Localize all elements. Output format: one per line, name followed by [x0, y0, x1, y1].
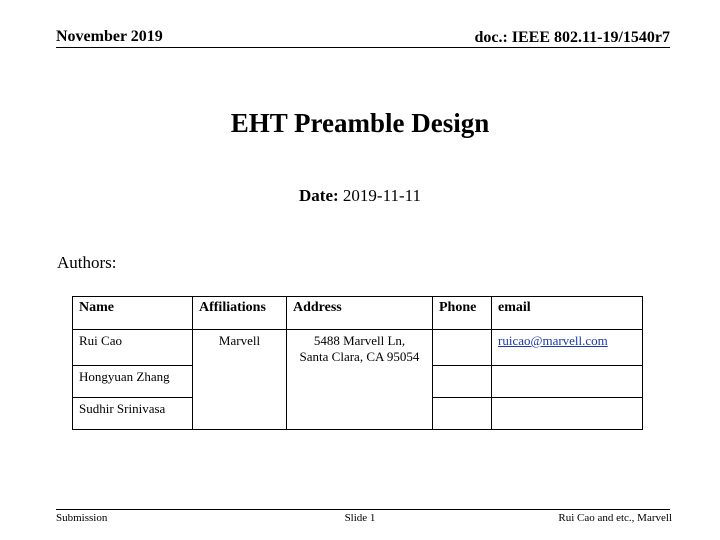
- cell-name: Sudhir Srinivasa: [73, 398, 193, 430]
- col-header-email: email: [492, 297, 643, 330]
- col-header-name: Name: [73, 297, 193, 330]
- cell-email: [492, 366, 643, 398]
- cell-name: Hongyuan Zhang: [73, 366, 193, 398]
- col-header-address: Address: [287, 297, 433, 330]
- address-line-1: 5488 Marvell Ln,: [313, 333, 406, 348]
- header-date: November 2019: [56, 28, 163, 45]
- cell-email: [492, 330, 643, 366]
- date-line: [0, 186, 720, 206]
- authors-table: [72, 296, 643, 430]
- cell-email: [492, 398, 643, 430]
- header-divider: [56, 47, 670, 48]
- col-header-phone: Phone: [433, 297, 492, 330]
- cell-phone: [433, 398, 492, 430]
- date-value: 2019-11-11: [342, 186, 421, 205]
- footer-divider: [56, 509, 670, 510]
- col-header-affiliations: Affiliations: [193, 297, 287, 330]
- address-line-2: Santa Clara, CA 95054: [299, 349, 420, 364]
- slide-title: EHT Preamble Design: [230, 108, 490, 138]
- header-doc-id: doc.: IEEE 802.11-19/1540r7: [474, 29, 670, 46]
- footer-author: Rui Cao and etc., Marvell: [558, 512, 672, 524]
- table-row: [73, 330, 643, 366]
- cell-address: [287, 330, 433, 430]
- email-link[interactable]: ruicao@marvell.com: [498, 333, 608, 348]
- date-label: Date:: [299, 186, 339, 205]
- footer-submission: Submission: [56, 512, 108, 524]
- footer-slide-number: Slide 1: [344, 512, 376, 524]
- cell-name: Rui Cao: [73, 330, 193, 366]
- table-header-row: [73, 297, 643, 330]
- cell-phone: [433, 330, 492, 366]
- cell-affiliation: Marvell: [193, 330, 287, 430]
- authors-label: Authors:: [57, 253, 117, 272]
- cell-phone: [433, 366, 492, 398]
